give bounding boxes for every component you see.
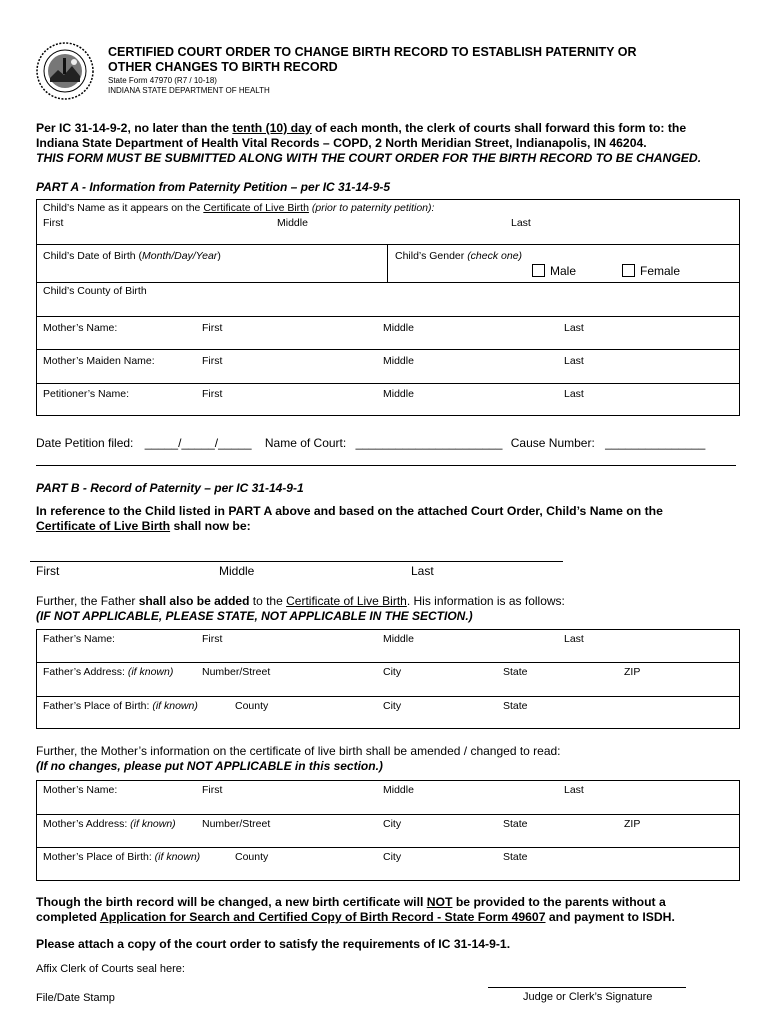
file-date-stamp-label: File/Date Stamp (36, 992, 115, 1004)
father-name-row[interactable]: Father’s Name: First Middle Last (37, 630, 739, 663)
cause-number-field[interactable]: _______________ (605, 436, 706, 450)
signature-label: Judge or Clerk’s Signature (523, 991, 653, 1003)
mother-maiden-row[interactable]: Mother’s Maiden Name: First Middle Last (37, 350, 739, 384)
attach-notice: Please attach a copy of the court order to satisfy the requirements of IC 31-14-9-1. (36, 937, 511, 951)
child-dob-field[interactable]: Child’s Date of Birth (Month/Day/Year) (43, 250, 221, 262)
mother-intro: Further, the Mother’s information on the certificate of live birth shall be amended / changed to read: (If no changes, please put NOT APPLICABLE in this section.) (36, 744, 561, 773)
male-checkbox[interactable]: Male (532, 264, 576, 278)
intro-text: Per IC 31-14-9-2, no later than the tenth (10) day of each month, the clerk of courts shall forward this form to: the Indiana State Department of Health Vital Records – COPD, 2 North Meridian Street, Indianapolis, IN 46204. THIS FORM MUST BE SUBMITTED ALONG WITH THE COURT ORDER FOR THE BIRTH RECORD TO BE CHANGED. (36, 121, 702, 165)
form-number: State Form 47970 (R7 / 10-18) (108, 76, 217, 85)
child-name-row[interactable]: Child’s Name as it appears on the Certificate of Live Birth (prior to paternity petition): First Middle Last (37, 200, 739, 245)
father-intro: Further, the Father shall also be added to the Certificate of Live Birth. His information is as follows: (IF NOT APPLICABLE, PLEASE STATE, NOT APPLICABLE IN THE SECTION.) (36, 594, 565, 623)
child-county-row[interactable]: Child’s County of Birth (37, 283, 739, 317)
father-address-row[interactable]: Father’s Address: (if known) Number/Street City State ZIP (37, 663, 739, 697)
divider (36, 465, 736, 466)
form-header (108, 45, 708, 96)
mother-table (36, 780, 740, 881)
form-title-line1: CERTIFIED COURT ORDER TO CHANGE BIRTH RECORD TO ESTABLISH PATERNITY OR (108, 45, 637, 59)
new-name-line[interactable] (30, 561, 563, 562)
part-b-reference: In reference to the Child listed in PART A above and based on the attached Court Order, Child’s Name on the Certificate of Live Birth shall now be: (36, 504, 663, 533)
seal-label: Affix Clerk of Courts seal here: (36, 963, 185, 975)
new-first-label: First (36, 564, 60, 578)
petitioner-row[interactable]: Petitioner’s Name: First Middle Last (43, 388, 584, 400)
child-dob-gender-row (37, 245, 739, 283)
petition-info-row: Date Petition filed: _____/_____/_____ Name of Court: ______________________ Cause Number: _______________ (36, 436, 706, 450)
date-filed-field[interactable]: _____/_____/_____ (144, 436, 252, 450)
father-table (36, 629, 740, 729)
footer-notice: Though the birth record will be changed, a new birth certificate will NOT be provided to the parents without a completed Application for Search and Certified Copy of Birth Record - State Form 49607 and payment to ISDH. (36, 895, 675, 924)
department-name: INDIANA STATE DEPARTMENT OF HEALTH (108, 86, 270, 95)
mother-address-row[interactable]: Mother’s Address: (if known) Number/Street City State ZIP (37, 815, 739, 848)
new-middle-label: Middle (219, 564, 255, 578)
state-seal-icon (36, 42, 94, 100)
part-b-title: PART B - Record of Paternity – per IC 31-14-9-1 (36, 481, 304, 495)
new-last-label: Last (411, 564, 434, 578)
mother-name-row[interactable]: Mother’s Name: First Middle Last (37, 317, 739, 350)
signature-line[interactable] (488, 987, 686, 988)
mother-birthplace-row[interactable]: Mother’s Place of Birth: (if known) County City State (43, 851, 528, 863)
part-a-table (36, 199, 740, 416)
female-checkbox[interactable]: Female (622, 264, 680, 278)
form-title-line2: OTHER CHANGES TO BIRTH RECORD (108, 60, 338, 74)
father-birthplace-row[interactable]: Father’s Place of Birth: (if known) County City State (43, 700, 528, 712)
court-name-field[interactable]: ______________________ (355, 436, 503, 450)
mother-name-row[interactable]: Mother’s Name: First Middle Last (37, 781, 739, 815)
child-gender-label: Child’s Gender (check one) (395, 250, 523, 262)
part-a-title: PART A - Information from Paterni​ty Petition – per IC 31-14-9-5 (36, 180, 391, 194)
